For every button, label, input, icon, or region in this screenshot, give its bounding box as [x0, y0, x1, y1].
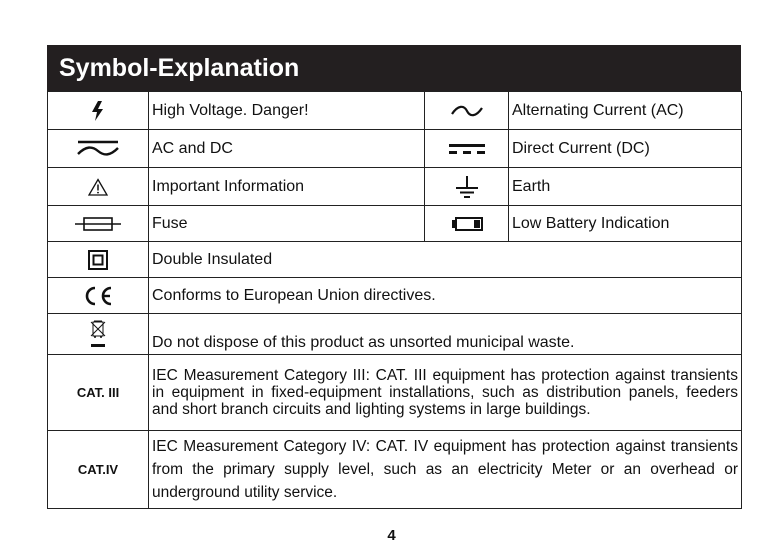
symbol-cell: [48, 168, 149, 206]
symbol-cell: [48, 130, 149, 168]
ce-mark-icon: [82, 285, 114, 307]
ac-icon: [450, 103, 484, 119]
symbol-cell: [425, 130, 509, 168]
symbol-cell: [48, 206, 149, 242]
warning-icon: [88, 178, 108, 196]
description-cell: IEC Measurement Category IV: CAT. IV equipment has protection against transients from the primary supply level, such as an electricity Meter or an overhead or underground utility service.: [149, 431, 742, 509]
earth-icon: [455, 175, 479, 199]
symbol-cell: [48, 314, 149, 355]
double-insulated-icon: [88, 250, 108, 270]
symbol-cell: [48, 242, 149, 278]
symbol-cell: [48, 92, 149, 130]
symbol-table: [47, 91, 742, 509]
symbol-cell: [425, 168, 509, 206]
ac-dc-icon: [76, 139, 120, 159]
cat3-label: CAT. III: [48, 355, 149, 431]
table-row: [48, 278, 742, 314]
description-cell: Alternating Current (AC): [509, 92, 742, 130]
table-row: [48, 431, 742, 509]
description-cell: Double Insulated: [149, 242, 742, 278]
table-row: [48, 206, 742, 242]
description-cell: AC and DC: [149, 130, 425, 168]
description-cell: Important Information: [149, 168, 425, 206]
table-row: [48, 92, 742, 130]
table-row: [48, 242, 742, 278]
weee-bin-icon: [89, 319, 107, 349]
table-row: [48, 314, 742, 355]
high-voltage-icon: [91, 101, 105, 121]
section-title: Symbol-Explanation: [47, 45, 741, 91]
description-cell: Direct Current (DC): [509, 130, 742, 168]
table-row: [48, 130, 742, 168]
description-cell: Fuse: [149, 206, 425, 242]
symbol-cell: [425, 206, 509, 242]
description-cell: Conforms to European Union directives.: [149, 278, 742, 314]
description-cell: High Voltage. Danger!: [149, 92, 425, 130]
symbol-cell: [425, 92, 509, 130]
fuse-icon: [75, 216, 121, 232]
symbol-explanation-panel: [47, 45, 741, 509]
description-cell: Do not dispose of this product as unsorted municipal waste.: [149, 314, 742, 355]
table-row: [48, 355, 742, 431]
description-cell: IEC Measurement Category III: CAT. III equipment has protection against transients in equipment in fixed-equipment installations, such as distribution panels, feeders and short branch circuits and lighting systems in large buildings.: [149, 355, 742, 431]
description-cell: Low Battery Indication: [509, 206, 742, 242]
symbol-cell: [48, 278, 149, 314]
table-row: [48, 168, 742, 206]
cat4-label: CAT.IV: [48, 431, 149, 509]
page-number: 4: [387, 527, 396, 544]
description-cell: Earth: [509, 168, 742, 206]
dc-icon: [448, 143, 486, 155]
battery-icon: [451, 217, 483, 231]
